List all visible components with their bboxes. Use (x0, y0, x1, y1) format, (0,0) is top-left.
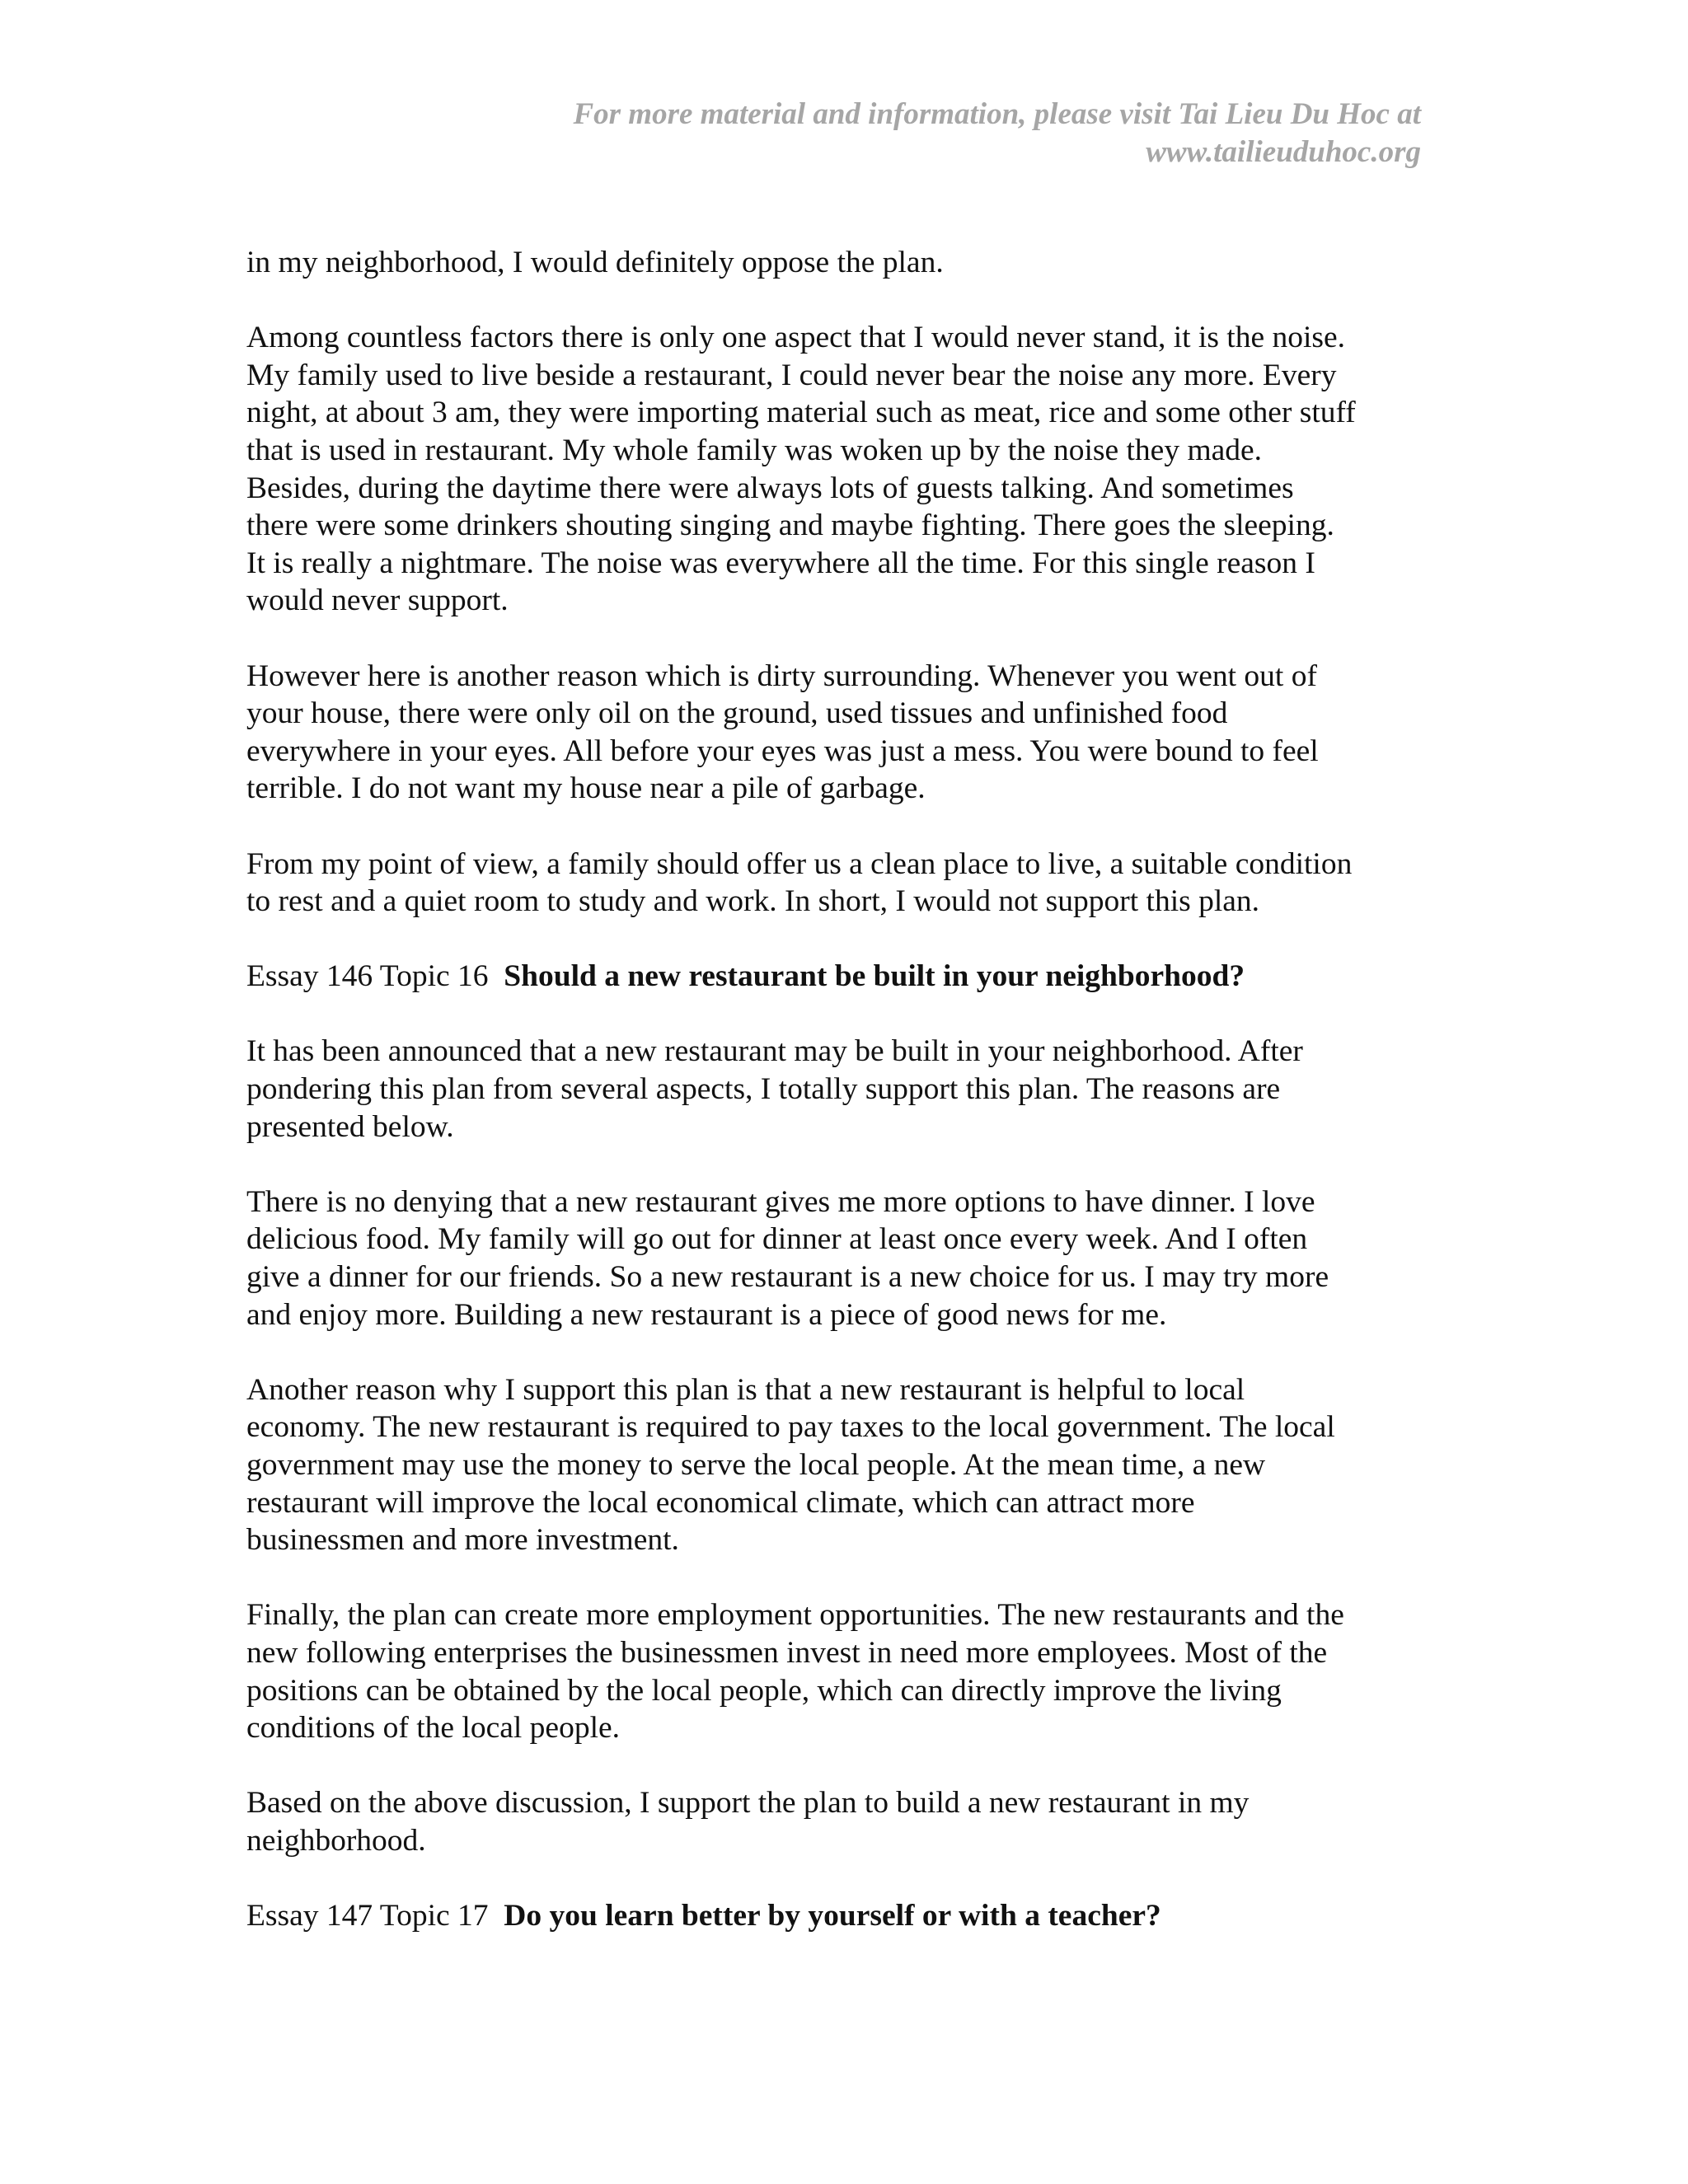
text-line: conditions of the local people. (246, 1711, 621, 1746)
text-line: night, at about 3 am, they were importing material such as meat, rice and some other stuff (246, 396, 1356, 430)
essay-label: Essay 146 Topic 16 (246, 959, 489, 994)
paragraph-7 (246, 1371, 1433, 1559)
text-line: My family used to live beside a restaurant, I could never bear the noise any more. Every (246, 358, 1337, 392)
text-line: Another reason why I support this plan is that a new restaurant is helpful to local (246, 1372, 1245, 1407)
document-body (246, 244, 1433, 1972)
essay-label: Essay 147 Topic 17 (246, 1899, 489, 1933)
text-line: businessmen and more investment. (246, 1523, 679, 1558)
essay-146-heading (246, 958, 1433, 996)
header-line-1: For more material and information, please visit Tai Lieu Du Hoc at (573, 97, 1421, 131)
text-line: pondering this plan from several aspects, I totally support this plan. The reasons are (246, 1072, 1281, 1107)
paragraph-2 (246, 319, 1433, 620)
page-header (267, 96, 1421, 171)
text-line: economy. The new restaurant is required to pay taxes to the local government. The local (246, 1410, 1335, 1445)
text-line: there were some drinkers shouting singing and maybe fighting. There goes the sleeping. (246, 509, 1334, 543)
text-line: Finally, the plan can create more employment opportunities. The new restaurants and the (246, 1598, 1344, 1633)
paragraph-1 (246, 244, 1433, 282)
text-line: It has been announced that a new restaurant may be built in your neighborhood. After (246, 1034, 1303, 1069)
text-line: in my neighborhood, I would definitely oppose the plan. (246, 246, 944, 279)
essay-question: Do you learn better by yourself or with a teacher? (504, 1899, 1161, 1933)
paragraph-9 (246, 1784, 1433, 1859)
text-line: It is really a nightmare. The noise was everywhere all the time. For this single reason I (246, 546, 1315, 580)
text-line: your house, there were only oil on the ground, used tissues and unfinished food (246, 696, 1228, 731)
paragraph-8 (246, 1596, 1433, 1746)
text-line: and enjoy more. Building a new restaurant is a piece of good news for me. (246, 1297, 1167, 1332)
text-line: to rest and a quiet room to study and work. In short, I would not support this plan. (246, 884, 1260, 919)
text-line: would never support. (246, 583, 509, 618)
text-line: government may use the money to serve the local people. At the mean time, a new (246, 1448, 1266, 1482)
paragraph-3 (246, 658, 1433, 808)
text-line: However here is another reason which is dirty surrounding. Whenever you went out of (246, 658, 1317, 693)
text-line: Based on the above discussion, I support the plan to build a new restaurant in my (246, 1786, 1250, 1821)
text-line: everywhere in your eyes. All before your eyes was just a mess. You were bound to feel (246, 733, 1319, 768)
paragraph-4 (246, 846, 1433, 921)
text-line: There is no denying that a new restaurant gives me more options to have dinner. I love (246, 1184, 1315, 1219)
text-line: delicious food. My family will go out for dinner at least once every week. And I often (246, 1222, 1308, 1257)
text-line: terrible. I do not want my house near a pile of garbage. (246, 771, 926, 806)
paragraph-5 (246, 1033, 1433, 1146)
text-line: that is used in restaurant. My whole family was woken up by the noise they made. (246, 433, 1263, 467)
text-line: Among countless factors there is only one aspect that I would never stand, it is the noise. (246, 321, 1346, 355)
essay-147-heading (246, 1897, 1433, 1935)
text-line: restaurant will improve the local economical climate, which can attract more (246, 1485, 1195, 1520)
text-line: new following enterprises the businessmen invest in need more employees. Most of the (246, 1635, 1328, 1670)
text-line: From my point of view, a family should offer us a clean place to live, a suitable condition (246, 846, 1353, 881)
text-line: positions can be obtained by the local people, which can directly improve the living (246, 1673, 1282, 1708)
header-url: www.tailieuduhoc.org (1146, 135, 1421, 169)
text-line: neighborhood. (246, 1823, 426, 1858)
text-line: give a dinner for our friends. So a new restaurant is a new choice for us. I may try more (246, 1260, 1329, 1295)
essay-question: Should a new restaurant be built in your neighborhood? (504, 959, 1245, 994)
text-line: presented below. (246, 1109, 454, 1144)
text-line: Besides, during the daytime there were always lots of guests talking. And sometimes (246, 471, 1294, 505)
paragraph-6 (246, 1183, 1433, 1333)
